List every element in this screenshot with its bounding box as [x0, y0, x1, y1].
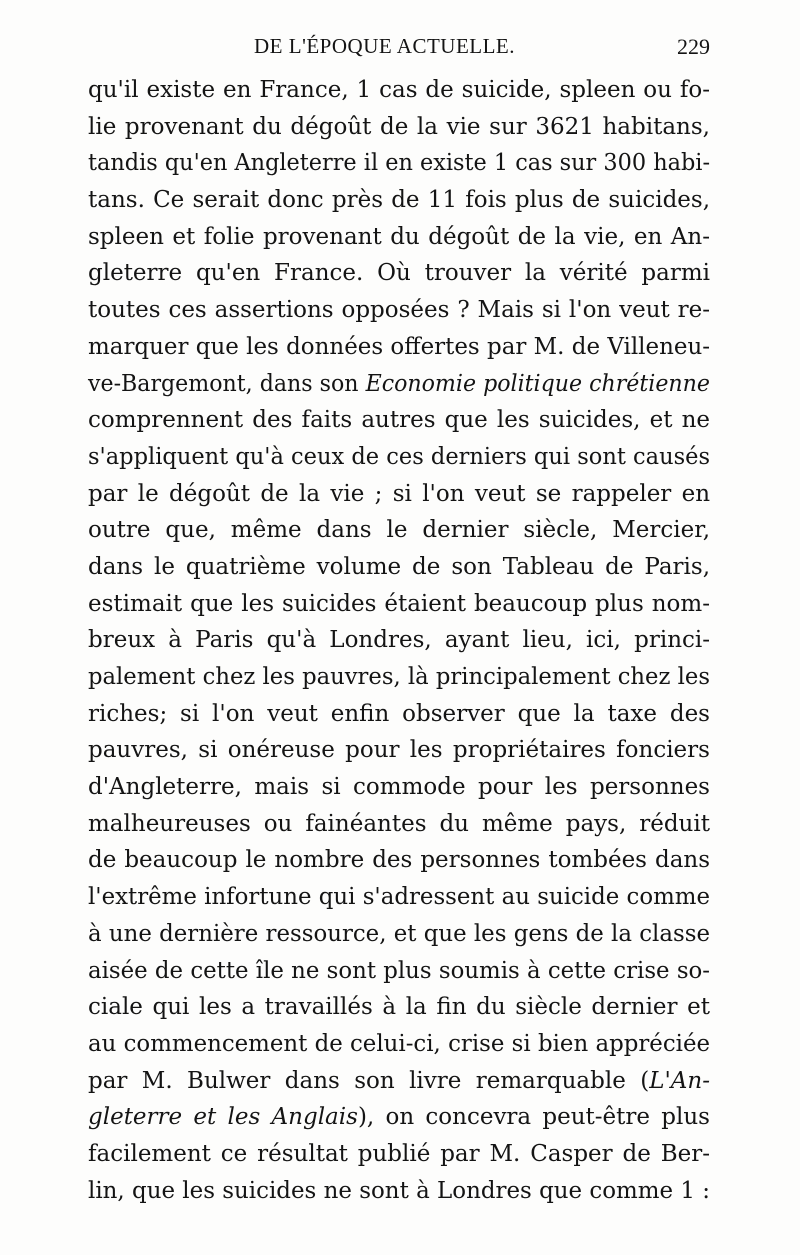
- line-text: malheureuses ou fainéantes du même pays, réduit: [88, 810, 710, 837]
- text-line: [88, 989, 710, 1026]
- line-text: lie provenant du dégoût de la vie sur 3621 habitans,: [88, 113, 710, 140]
- text-line: [88, 696, 710, 733]
- text-line: [88, 1099, 710, 1136]
- page-number: 229: [677, 34, 710, 59]
- text-line: [88, 512, 710, 549]
- line-text: ciale qui les a travaillés à la fin du siècle dernier et: [88, 994, 710, 1021]
- text-line: [88, 1026, 711, 1063]
- text-line: [88, 182, 710, 219]
- line-text: lin, que les suicides ne sont à Londres que comme 1 :: [88, 1177, 710, 1204]
- text-line: [88, 1173, 708, 1210]
- text-line: [88, 292, 710, 329]
- line-text: tandis qu'en Angleterre il en existe 1 cas sur 300 habi-: [88, 150, 711, 177]
- line-text: s'appliquent qu'à ceux de ces derniers qui sont causés: [88, 443, 711, 470]
- text-line: [88, 916, 710, 953]
- text-line: [88, 439, 711, 476]
- line-text: comprennent des faits autres que les suicides, et ne: [88, 407, 711, 434]
- line-text: outre que, même dans le dernier siècle, Mercier,: [88, 517, 711, 544]
- line-text: toutes ces assertions opposées ? Mais si l'on veut re-: [88, 297, 711, 324]
- text-line: [88, 879, 711, 916]
- line-text: dans le quatrième volume de son Tableau de Paris,: [88, 553, 711, 580]
- line-text: ve-Bargemont, dans son: [88, 370, 366, 397]
- italic-text: Economie politique chrétienne: [365, 370, 710, 397]
- line-text: à une dernière ressource, et que les gens de la classe: [88, 920, 710, 947]
- line-text: ), on concevra peut-être plus: [357, 1104, 710, 1131]
- text-line: [88, 329, 709, 366]
- text-line: [88, 659, 710, 696]
- text-line: [88, 622, 710, 659]
- line-text: gleterre qu'en France. Où trouver la vérité parmi: [88, 260, 711, 287]
- line-text: d'Angleterre, mais si commode pour les personnes: [88, 774, 710, 801]
- text-line: [88, 366, 710, 403]
- text-line: [88, 145, 711, 182]
- page-header: [88, 34, 710, 68]
- text-line: [88, 769, 710, 806]
- text-line: [88, 402, 710, 439]
- running-head: DE L'ÉPOQUE ACTUELLE.: [254, 34, 516, 58]
- text-line: [88, 842, 710, 879]
- text-line: [88, 72, 710, 109]
- line-text: l'extrême infortune qui s'adressent au suicide comme: [88, 884, 711, 911]
- line-text: facilement ce résultat publié par M. Casper de Ber-: [88, 1140, 710, 1167]
- text-line: [88, 219, 710, 256]
- italic-text: L'An-: [649, 1067, 710, 1094]
- text-line: [88, 732, 710, 769]
- line-text: qu'il existe en France, 1 cas de suicide, spleen ou fo-: [88, 77, 711, 103]
- text-line: [88, 953, 711, 990]
- line-text: pauvres, si onéreuse pour les propriétaires fonciers: [88, 737, 710, 764]
- text-line: [88, 549, 710, 586]
- line-text: estimait que les suicides étaient beaucoup plus nom-: [88, 590, 710, 617]
- body-text: [88, 72, 710, 1209]
- line-text: par M. Bulwer dans son livre remarquable (: [88, 1067, 650, 1094]
- text-line: [88, 586, 710, 623]
- line-text: marquer que les données offertes par M. de Villeneu-: [88, 333, 711, 360]
- text-line: [88, 806, 710, 843]
- line-text: tans. Ce serait donc près de 11 fois plus de suicides,: [88, 187, 711, 214]
- text-line: [88, 476, 710, 513]
- text-line: [88, 109, 710, 146]
- line-text: de beaucoup le nombre des personnes tombées dans: [88, 847, 711, 874]
- text-line: [88, 255, 710, 292]
- line-text: spleen et folie provenant du dégoût de la vie, en An-: [88, 223, 711, 250]
- italic-text: gleterre et les Anglais: [88, 1104, 358, 1131]
- text-line: [88, 1063, 710, 1100]
- line-text: par le dégoût de la vie ; si l'on veut se rappeler en: [88, 480, 711, 507]
- line-text: breux à Paris qu'à Londres, ayant lieu, ici, princi-: [88, 627, 711, 654]
- line-text: aisée de cette île ne sont plus soumis à cette crise so-: [88, 957, 711, 984]
- line-text: au commencement de celui-ci, crise si bien appréciée: [88, 1030, 711, 1057]
- line-text: palement chez les pauvres, là principalement chez les: [88, 664, 710, 690]
- line-text: riches; si l'on veut enfin observer que la taxe des: [88, 700, 710, 727]
- text-line: [88, 1136, 710, 1173]
